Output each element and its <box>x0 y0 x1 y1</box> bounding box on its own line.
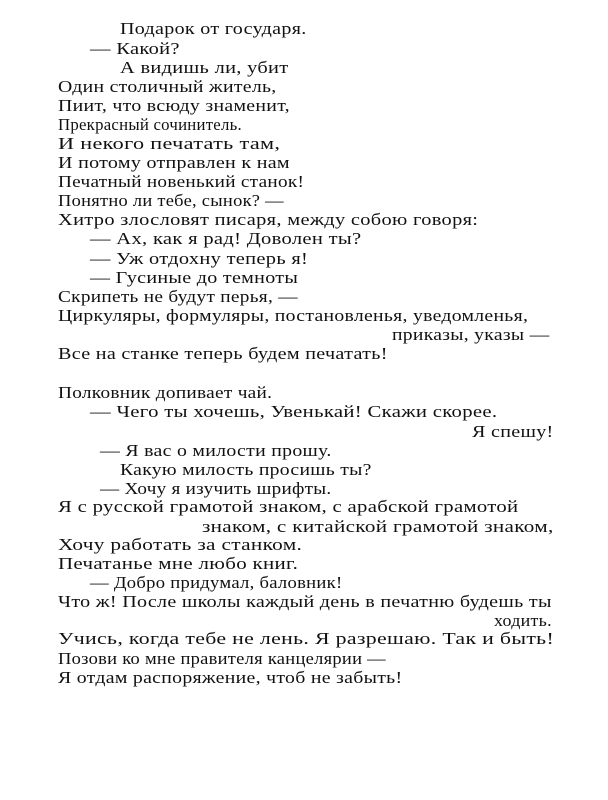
poem-line-1: Подарок от государя. <box>120 19 307 38</box>
poem-line-21: Я спешу! <box>472 422 554 441</box>
poem-line-9: Печатный новенький станок! <box>58 172 305 191</box>
poem-line-7: И некого печатать там, <box>58 134 281 153</box>
poem-line-8: И потому отправлен к нам <box>58 153 290 172</box>
poem-line-11: Хитро злословят писаря, между собою говоря: <box>58 210 479 229</box>
poem-line-32: Учись, когда тебе не лень. Я разрешаю. Так и быть! <box>58 629 555 648</box>
poem-line-2: — Какой? <box>90 39 180 58</box>
poem-line-17: приказы, указы — <box>392 325 550 344</box>
poem-line-25: Я с русской грамотой знаком, с арабской грамотой <box>58 497 519 516</box>
poem-line-33: Позови ко мне правителя канцелярии — <box>58 649 386 668</box>
poem-line-5: Пиит, что всюду знаменит, <box>58 96 290 115</box>
poem-line-6: Прекрасный сочинитель. <box>58 115 242 134</box>
poem-line-3: А видишь ли, убит <box>120 58 289 77</box>
poem-line-14: — Гусиные до темноты <box>90 268 299 287</box>
poem-line-10: Понятно ли тебе, сынок? — <box>58 191 284 210</box>
poem-line-34: Я отдам распоряжение, чтоб не забыть! <box>58 668 403 687</box>
poem-line-18: Все на станке теперь будем печатать! <box>58 344 388 363</box>
poem-line-22: — Я вас о милости прошу. <box>100 441 332 460</box>
poem-line-15: Скрипеть не будут перья, — <box>58 287 298 306</box>
poem-line-13: — Уж отдохну теперь я! <box>90 249 309 268</box>
poem-line-31: ходить. <box>494 611 552 630</box>
poem-line-29: — Добро придумал, баловник! <box>90 573 343 592</box>
poem-line-27: Хочу работать за станком. <box>58 535 303 554</box>
poem-line-24: — Хочу я изучить шрифты. <box>100 479 332 498</box>
poem-line-16: Циркуляры, формуляры, постановленья, уведомленья, <box>58 306 529 325</box>
poem-line-23: Какую милость просишь ты? <box>120 460 372 479</box>
poem-line-20: — Чего ты хочешь, Увенькай! Скажи скорее. <box>90 402 498 421</box>
poem-line-12: — Ах, как я рад! Доволен ты? <box>90 229 362 248</box>
poem-line-4: Один столичный житель, <box>58 77 277 96</box>
poem-line-26: знаком, с китайской грамотой знаком, <box>202 517 554 536</box>
poem-line-28: Печатанье мне любо книг. <box>58 554 299 573</box>
poem-line-19: Полковник допивает чай. <box>58 383 273 402</box>
poem-line-30: Что ж! После школы каждый день в печатню будешь ты <box>58 592 552 611</box>
